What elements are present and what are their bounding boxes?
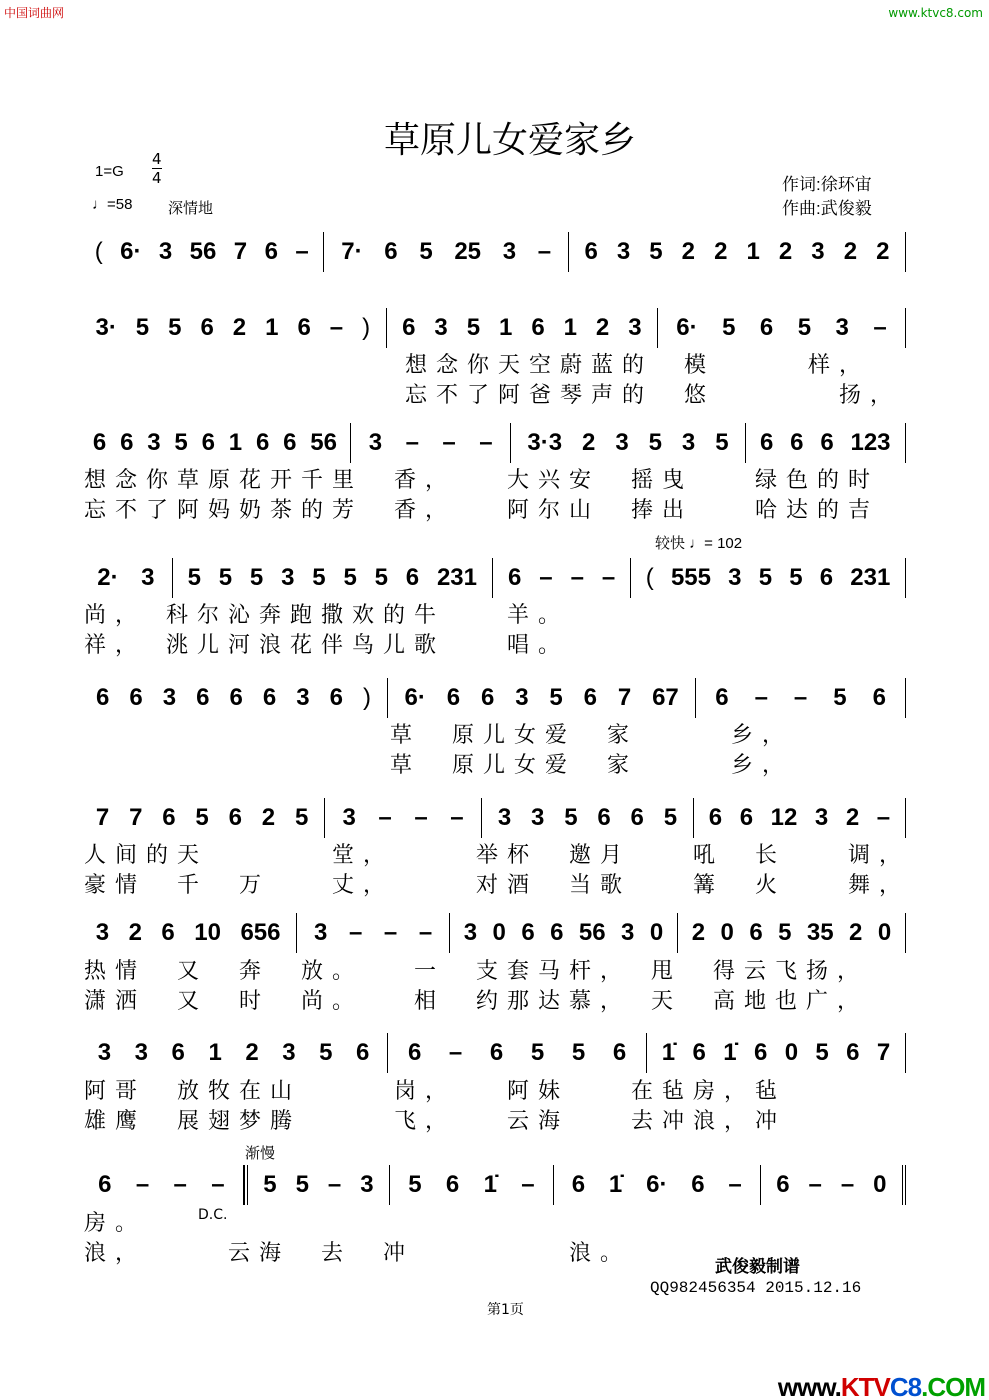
- note: 7: [876, 1039, 891, 1066]
- note: 56: [189, 238, 217, 265]
- note: 2: [128, 919, 142, 946]
- note: 7: [129, 804, 143, 831]
- note: –: [537, 238, 552, 265]
- note: 231: [850, 564, 891, 591]
- lyricist: 作词:徐环宙: [782, 175, 872, 194]
- note: 3: [515, 684, 529, 711]
- note: 5: [419, 238, 433, 265]
- note: 5: [195, 804, 209, 831]
- note: –: [570, 564, 584, 591]
- note: 1: [563, 314, 577, 341]
- logo-part: T: [858, 1372, 874, 1400]
- note: 0: [873, 1171, 887, 1198]
- note: 2: [843, 238, 858, 265]
- contact-date: QQ982456354 2015.12.16: [650, 1279, 862, 1297]
- note: 25: [454, 238, 482, 265]
- measure: [390, 1165, 554, 1205]
- note: 3: [621, 919, 635, 946]
- note: –: [173, 1171, 187, 1198]
- note: 56: [310, 429, 337, 456]
- note: 3: [97, 1039, 112, 1066]
- note: 2·: [97, 564, 119, 591]
- note: 5: [789, 564, 803, 591]
- note: 6: [584, 238, 598, 265]
- note: 6: [480, 684, 495, 711]
- note: 3: [628, 314, 642, 341]
- note: 0: [492, 919, 506, 946]
- measure: [511, 423, 745, 463]
- note: 656: [240, 919, 281, 946]
- note: 3: [502, 238, 517, 265]
- note: 6: [98, 1171, 112, 1198]
- note: 3: [162, 684, 177, 711]
- measure: [80, 678, 388, 718]
- note: 5: [218, 564, 233, 591]
- note: 5: [295, 1171, 309, 1198]
- note: 0: [784, 1039, 799, 1066]
- note: 1: [228, 429, 243, 456]
- note: 3·: [95, 314, 117, 341]
- note: 5: [549, 684, 563, 711]
- note: 6: [405, 564, 420, 591]
- ritardando-marking: 渐慢: [245, 1145, 276, 1162]
- note: –: [876, 804, 891, 831]
- note: 6: [196, 684, 210, 711]
- measure: [388, 1033, 647, 1073]
- measure: [631, 558, 906, 598]
- note: 123: [850, 429, 891, 456]
- note: 6·: [676, 314, 698, 341]
- measure: [80, 1033, 388, 1073]
- note: 5: [797, 314, 812, 341]
- watermark-right: www.ktvc8.com: [888, 6, 983, 20]
- note: 67: [652, 684, 679, 711]
- note: 1: [499, 314, 513, 341]
- note: 6: [384, 238, 398, 265]
- note: 2: [681, 238, 696, 265]
- note: 6: [531, 314, 545, 341]
- measure: [694, 798, 906, 838]
- lyric-line: 阿哥 放牧在山 岗， 阿妹 在毡房，毡: [84, 1079, 787, 1104]
- note: 0: [649, 919, 664, 946]
- note: 10: [194, 919, 221, 946]
- transcriber-credit: 武俊毅制谱: [715, 1257, 800, 1277]
- note: 6: [407, 1039, 422, 1066]
- note: 5: [571, 1039, 586, 1066]
- note: 1̇: [661, 1039, 676, 1066]
- note: –: [873, 314, 887, 341]
- note: 6: [583, 684, 597, 711]
- note: 1: [265, 314, 279, 341]
- note: 6: [171, 1039, 185, 1066]
- note: 6: [759, 314, 774, 341]
- score-line: [80, 1033, 906, 1073]
- note: 3: [147, 429, 161, 456]
- note: 2: [245, 1039, 259, 1066]
- note: 5: [343, 564, 357, 591]
- logo-part: www.: [777, 1372, 841, 1400]
- note: 3: [134, 1039, 149, 1066]
- note: 5: [294, 804, 309, 831]
- note: 5: [663, 804, 678, 831]
- note: 2: [261, 804, 276, 831]
- score-line: [80, 678, 906, 718]
- logo-part: K: [840, 1372, 859, 1400]
- note: 0: [720, 919, 734, 946]
- note: 6: [120, 429, 134, 456]
- note: 3: [314, 919, 328, 946]
- note: 2: [845, 804, 860, 831]
- note: 3: [463, 919, 478, 946]
- note: 5: [187, 564, 201, 591]
- note: 5: [135, 314, 150, 341]
- measure: [450, 913, 678, 953]
- note: 2: [595, 314, 610, 341]
- note: –: [329, 314, 344, 341]
- note: 2: [849, 919, 863, 946]
- note: –: [442, 429, 456, 456]
- note: 6: [571, 1171, 586, 1198]
- note: 5: [249, 564, 264, 591]
- note: –: [295, 238, 309, 265]
- logo-part: .COM: [921, 1372, 985, 1400]
- note: –: [840, 1171, 855, 1198]
- tempo-change: 较快 ♩= 102: [655, 535, 743, 552]
- note: 6: [161, 919, 175, 946]
- note: –: [211, 1171, 225, 1198]
- note: 5: [815, 1039, 829, 1066]
- note: 3: [282, 1039, 296, 1066]
- note: 2: [232, 314, 247, 341]
- note: 6: [264, 238, 278, 265]
- note: 6: [162, 804, 176, 831]
- note: 6: [691, 1171, 705, 1198]
- note: 5: [374, 564, 388, 591]
- measure: [80, 913, 297, 953]
- note: 6: [507, 564, 522, 591]
- note: 6: [872, 684, 886, 711]
- lyric-line: 想念你天空蔚蓝的 模 样，: [405, 353, 871, 378]
- note: 1̇: [608, 1171, 623, 1198]
- note: 6: [200, 314, 214, 341]
- note: 6: [819, 564, 834, 591]
- note: 3: [497, 804, 512, 831]
- note: –: [378, 804, 392, 831]
- lyric-line: 房。: [84, 1211, 147, 1236]
- note: 5: [833, 684, 847, 711]
- score-line: [80, 232, 906, 272]
- score-line: [80, 913, 906, 953]
- note: –: [808, 1171, 822, 1198]
- measure: [647, 1033, 906, 1073]
- note: 5: [564, 804, 578, 831]
- note: 555: [670, 564, 711, 591]
- note: 6: [329, 684, 343, 711]
- note: 6: [255, 429, 270, 456]
- note: 6: [129, 684, 143, 711]
- note: 5: [466, 314, 481, 341]
- note: 5: [722, 314, 736, 341]
- note: 3: [616, 238, 631, 265]
- note: 3: [434, 314, 448, 341]
- note: –: [135, 1171, 150, 1198]
- measure: [324, 232, 568, 272]
- measure: [387, 308, 658, 348]
- note: 6: [445, 1171, 460, 1198]
- note: 5: [319, 1039, 333, 1066]
- note: 6: [297, 314, 311, 341]
- note: –: [448, 1039, 463, 1066]
- note: 2: [691, 919, 706, 946]
- measure: [80, 423, 351, 463]
- measure: [80, 232, 324, 272]
- score-line: [80, 798, 906, 838]
- note: 2: [582, 429, 596, 456]
- note: 3: [158, 238, 173, 265]
- note: 6: [846, 1039, 860, 1066]
- note: 5: [174, 429, 188, 456]
- note: 6: [715, 684, 729, 711]
- note: 3: [835, 314, 849, 341]
- note: 6: [597, 804, 611, 831]
- note: 7: [233, 238, 248, 265]
- note: 5: [648, 429, 662, 456]
- note: 3: [360, 1171, 374, 1198]
- note: 0: [877, 919, 892, 946]
- measure: [80, 798, 325, 838]
- key-signature: 1=G: [95, 163, 124, 180]
- lyric-line: 草 原儿女爱 家 乡，: [390, 723, 794, 748]
- note: 6: [201, 429, 215, 456]
- note: 6: [820, 429, 834, 456]
- note: 12: [770, 804, 798, 831]
- note: 3: [141, 564, 155, 591]
- logo-part: V: [873, 1372, 890, 1400]
- note: 7: [95, 804, 110, 831]
- note: 1: [746, 238, 760, 265]
- time-bottom: 4: [152, 169, 162, 187]
- note: 2: [876, 238, 890, 265]
- note: 6: [521, 919, 535, 946]
- note: 3: [814, 804, 829, 831]
- measure: [80, 1165, 244, 1205]
- note: 6: [550, 919, 564, 946]
- measure: [325, 798, 482, 838]
- song-title: 草原儿女爱家乡: [383, 120, 636, 161]
- note: 6: [708, 804, 723, 831]
- note: 3: [615, 429, 629, 456]
- lyric-line: 雄鹰 展翅梦腾 飞， 云海 去冲浪，冲: [84, 1109, 787, 1134]
- note: 6: [262, 684, 277, 711]
- note: 56: [578, 919, 606, 946]
- measure: [388, 678, 696, 718]
- measure: [554, 1165, 761, 1205]
- note: (: [645, 564, 654, 591]
- note: 5: [263, 1171, 277, 1198]
- note: 6: [228, 804, 242, 831]
- measure: [244, 1165, 390, 1205]
- note: –: [414, 804, 428, 831]
- note: 7·: [341, 238, 363, 265]
- measure: [80, 558, 173, 598]
- note: –: [405, 429, 419, 456]
- score-line: [80, 423, 906, 463]
- note: 3: [368, 429, 383, 456]
- note: 3: [281, 564, 295, 591]
- lyric-line: 忘不了阿爸琴声的 悠 扬，: [405, 383, 902, 408]
- note: 6: [229, 684, 243, 711]
- composer: 作曲:武俊毅: [782, 199, 872, 218]
- lyric-line: 草 原儿女爱 家 乡，: [390, 753, 794, 778]
- lyric-line: 热情 又 奔 放。 一 支套马杆， 甩 得云飞扬，: [84, 959, 869, 984]
- note: –: [728, 1171, 742, 1198]
- note: 3: [342, 804, 356, 831]
- note: 5: [168, 314, 182, 341]
- note: 1: [208, 1039, 222, 1066]
- note: 6: [749, 919, 763, 946]
- note: 6: [692, 1039, 706, 1066]
- note: 6: [759, 429, 774, 456]
- note: 3: [728, 564, 742, 591]
- note: –: [539, 564, 553, 591]
- note: –: [348, 919, 363, 946]
- note: 3: [811, 238, 825, 265]
- lyric-line: 豪情 千 万 丈， 对酒 当歌 篝 火 舞，: [84, 873, 911, 898]
- note: 6: [776, 1171, 790, 1198]
- note: 6: [446, 684, 461, 711]
- note: –: [450, 804, 464, 831]
- note: 2: [778, 238, 793, 265]
- note: 6: [630, 804, 644, 831]
- score-line: [80, 1165, 906, 1205]
- note: –: [521, 1171, 535, 1198]
- note: –: [383, 919, 398, 946]
- note: 6: [739, 804, 754, 831]
- note: 5: [649, 238, 663, 265]
- note: –: [754, 684, 768, 711]
- note: –: [479, 429, 493, 456]
- measure: [297, 913, 450, 953]
- expression-marking: 深情地: [168, 200, 214, 217]
- logo-part: C8: [889, 1372, 922, 1400]
- note: –: [601, 564, 616, 591]
- note: 1̇: [483, 1171, 497, 1198]
- note: 5: [312, 564, 326, 591]
- site-logo: [778, 1372, 985, 1400]
- dc-marking: D.C.: [198, 1207, 228, 1223]
- note: 231: [436, 564, 477, 591]
- note: ): [363, 684, 371, 711]
- measure: [658, 308, 906, 348]
- note: –: [418, 919, 433, 946]
- note: 3·3: [527, 429, 563, 456]
- lyric-line: 尚， 科尔沁奔跑撒欢的牛 羊。: [84, 603, 570, 628]
- note: 6: [612, 1039, 627, 1066]
- tempo-marking: ♩=58: [92, 196, 133, 213]
- measure: [351, 423, 511, 463]
- note: –: [327, 1171, 342, 1198]
- lyric-line: 想念你草原花开千里 香， 大兴安 摇曳 绿色的时: [84, 468, 880, 493]
- note: 35: [806, 919, 834, 946]
- note: 6: [283, 429, 297, 456]
- note: 3: [95, 919, 110, 946]
- note: 6: [753, 1039, 768, 1066]
- note: 5: [715, 429, 729, 456]
- note: 5: [758, 564, 773, 591]
- measure: [173, 558, 493, 598]
- lyric-line: 人间的天 堂， 举杯 邀月 吼 长 调，: [84, 843, 911, 868]
- note: 5: [530, 1039, 545, 1066]
- lyric-line: 祥， 洮儿河浪花伴鸟儿歌 唱。: [84, 633, 570, 658]
- note: 6·: [646, 1171, 668, 1198]
- note: 7: [617, 684, 632, 711]
- lyric-line: 忘不了阿妈奶茶的芳 香， 阿尔山 捧出 哈达的吉: [84, 498, 880, 523]
- note: 2: [714, 238, 728, 265]
- watermark-left: 中国词曲网: [4, 6, 65, 20]
- note: ): [362, 314, 371, 341]
- measure: [569, 232, 906, 272]
- measure: [746, 423, 906, 463]
- lyric-line: 潇洒 又 时 尚。 相 约那达慕， 天 高地也广，: [84, 989, 869, 1014]
- note: 6: [96, 684, 110, 711]
- lyric-line: 浪， 云海 去 冲 浪。: [84, 1241, 632, 1266]
- note: 3: [296, 684, 310, 711]
- measure: [761, 1165, 906, 1205]
- note: 6: [790, 429, 804, 456]
- score-line: [80, 308, 906, 348]
- note: 6·: [404, 684, 426, 711]
- note: 6: [402, 314, 416, 341]
- note: 6: [356, 1039, 370, 1066]
- measure: [482, 798, 694, 838]
- measure: [493, 558, 631, 598]
- measure: [80, 308, 387, 348]
- note: –: [793, 684, 808, 711]
- score-line: [80, 558, 906, 598]
- time-top: 4: [152, 150, 162, 168]
- page-number: 第1页: [487, 1302, 524, 1318]
- note: 6·: [120, 238, 142, 265]
- note: 3: [531, 804, 545, 831]
- note: 5: [408, 1171, 422, 1198]
- note: (: [94, 238, 103, 265]
- note: 6: [489, 1039, 504, 1066]
- measure: [696, 678, 906, 718]
- note: 5: [778, 919, 792, 946]
- time-signature: [152, 150, 162, 187]
- note: 1̇: [723, 1039, 737, 1066]
- note: 3: [681, 429, 696, 456]
- measure: [678, 913, 906, 953]
- note: 6: [92, 429, 107, 456]
